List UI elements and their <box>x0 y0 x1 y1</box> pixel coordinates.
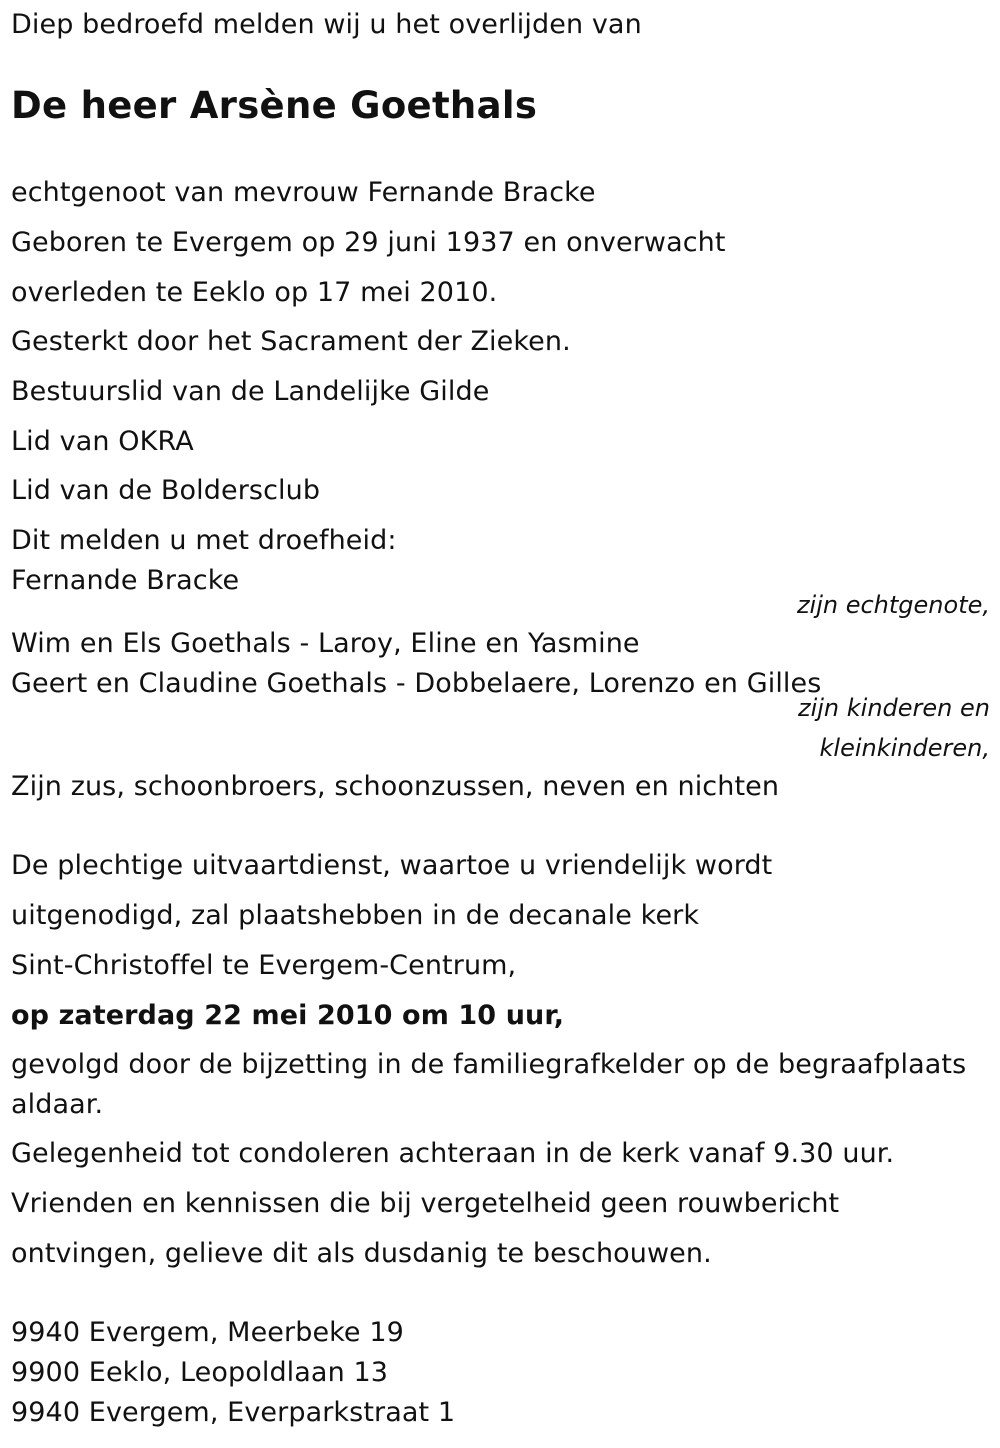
address-line: 9940 Evergem, Everparkstraat 1 <box>11 1397 456 1428</box>
detail-line: Dit melden u met droefheid: <box>11 525 397 556</box>
relatives-line: Zijn zus, schoonbroers, schoonzussen, neven en nichten <box>11 771 780 802</box>
funeral-line: De plechtige uitvaartdienst, waartoe u vriendelijk wordt <box>11 850 773 881</box>
children-line: Geert en Claudine Goethals - Dobbelaere, Lorenzo en Gilles <box>11 668 822 699</box>
address-line: 9940 Evergem, Meerbeke 19 <box>11 1317 404 1348</box>
address-line: 9900 Eeklo, Leopoldlaan 13 <box>11 1357 389 1388</box>
funeral-line: Sint-Christoffel te Evergem-Centrum, <box>11 950 517 981</box>
spouse-name: Fernande Bracke <box>11 565 240 596</box>
burial-line: aldaar. <box>11 1089 104 1120</box>
notice-line: Vrienden en kennissen die bij vergetelheid geen rouwbericht <box>11 1188 840 1219</box>
detail-line: Geboren te Evergem op 29 juni 1937 en onverwacht <box>11 227 726 258</box>
intro-text: Diep bedroefd melden wij u het overlijden van <box>11 9 642 40</box>
detail-line: Bestuurslid van de Landelijke Gilde <box>11 376 490 407</box>
detail-line: Lid van OKRA <box>11 426 194 457</box>
detail-line: overleden te Eeklo op 17 mei 2010. <box>11 277 498 308</box>
funeral-date: op zaterdag 22 mei 2010 om 10 uur, <box>11 1000 565 1031</box>
children-relation-line: kleinkinderen, <box>819 734 990 762</box>
detail-line: echtgenoot van mevrouw Fernande Bracke <box>11 177 596 208</box>
funeral-line: uitgenodigd, zal plaatshebben in de decanale kerk <box>11 900 700 931</box>
detail-line: Gesterkt door het Sacrament der Zieken. <box>11 326 571 357</box>
deceased-name: De heer Arsène Goethals <box>11 84 538 127</box>
notice-line: ontvingen, gelieve dit als dusdanig te beschouwen. <box>11 1238 712 1269</box>
children-relation-line: zijn kinderen en <box>798 694 990 722</box>
spouse-relation: zijn echtgenote, <box>796 591 990 619</box>
condolence-line: Gelegenheid tot condoleren achteraan in de kerk vanaf 9.30 uur. <box>11 1138 895 1169</box>
burial-line: gevolgd door de bijzetting in de familiegrafkelder op de begraafplaats <box>11 1049 967 1080</box>
children-line: Wim en Els Goethals - Laroy, Eline en Yasmine <box>11 628 640 659</box>
detail-line: Lid van de Boldersclub <box>11 475 321 506</box>
